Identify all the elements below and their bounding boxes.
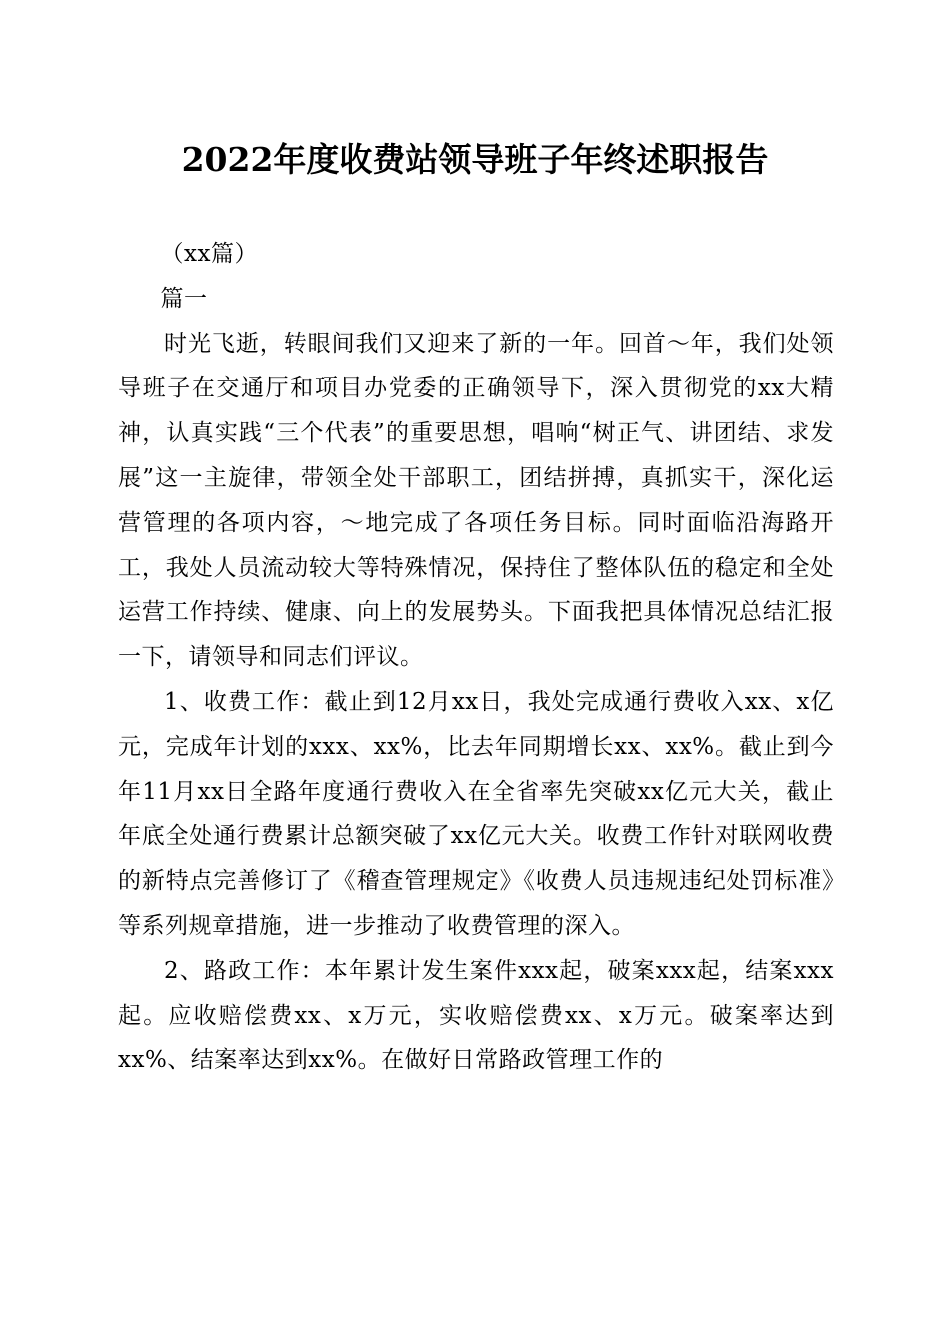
paragraph-toll-work: 1、收费工作：截止到12月xx日，我处完成通行费收入xx、x亿元，完成年计划的xxx、xx%，比去年同期增长xx、xx%。截止到今年11月xx日全路年度通行费收入在全省率先突破xx亿元大关，截止年底全处通行费累计总额突破了xx亿元大关。收费工作针对联网收费的新特点完善修订了《稽查管理规定》《收费人员违规违纪处罚标准》等系列规章措施，进一步推动了收费管理的深入。 bbox=[118, 688, 834, 939]
paragraph-road-admin: 2、路政工作：本年累计发生案件xxx起，破案xxx起，结案xxx起。应收赔偿费xx、x万元，实收赔偿费xx、x万元。破案率达到xx%、结案率达到xx%。在做好日常路政管理工作的 bbox=[118, 957, 834, 1074]
paragraph-intro: 时光飞逝，转眼间我们又迎来了新的一年。回首～年，我们处领导班子在交通厅和项目办党委的正确领导下，深入贯彻党的xx大精神，认真实践“三个代表”的重要思想，唱响“树正气、讲团结、求发展”这一主旋律，带领全处干部职工，团结拼搏，真抓实干，深化运营管理的各项内容，～地完成了各项任务目标。同时面临沿海路开工，我处人员流动较大等特殊情况，保持住了整体队伍的稳定和全处运营工作持续、健康、向上的发展势头。下面我把具体情况总结汇报一下，请领导和同志们评议。 bbox=[118, 330, 834, 671]
paragraph-subtitle: （xx篇） bbox=[160, 241, 258, 267]
document-body bbox=[118, 232, 834, 1083]
document-title: 2022年度收费站领导班子年终述职报告 bbox=[181, 140, 769, 179]
paragraph-section-heading: 篇一 bbox=[160, 285, 208, 312]
